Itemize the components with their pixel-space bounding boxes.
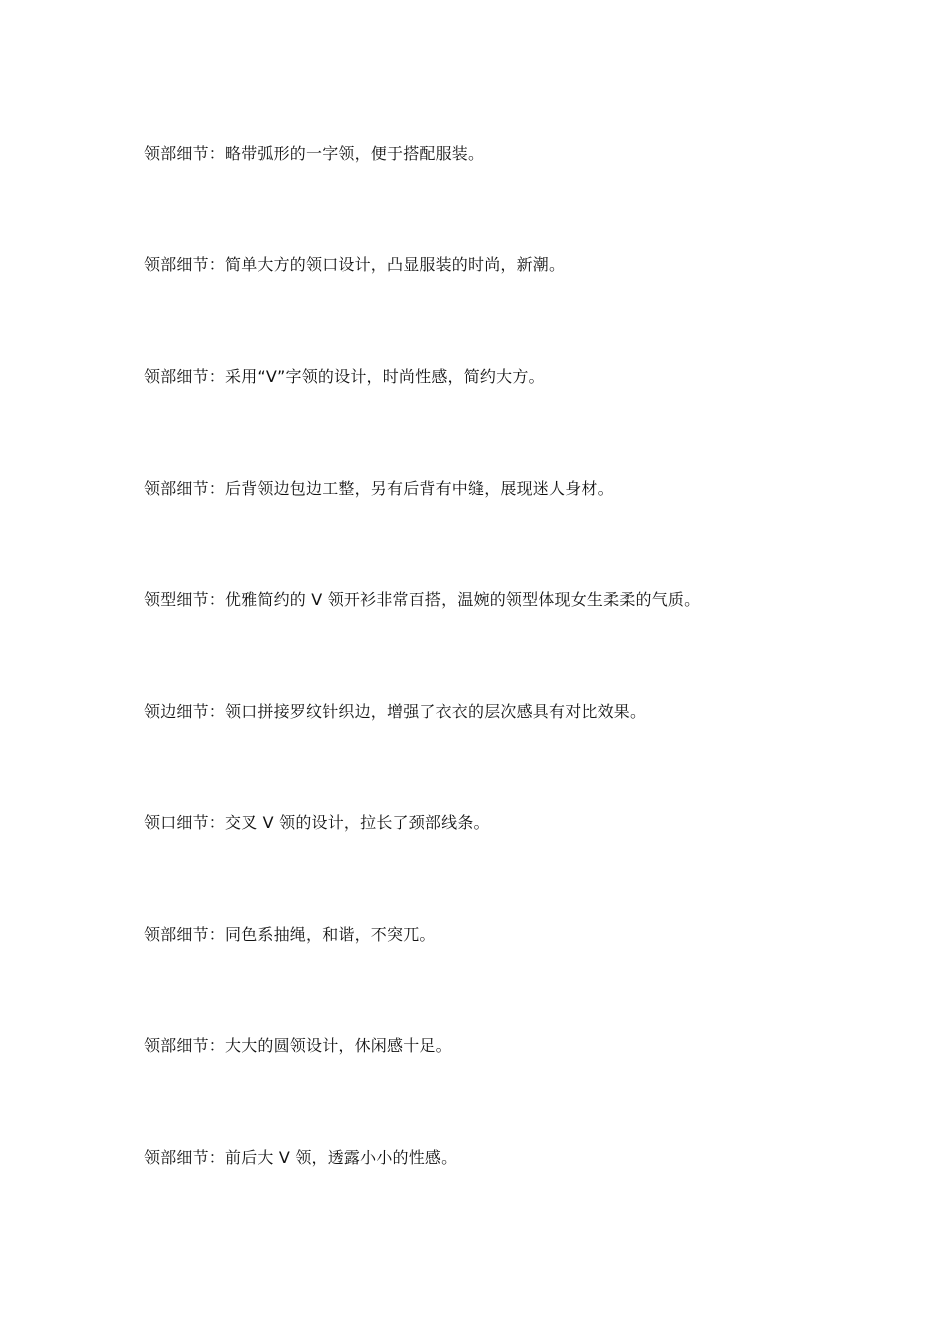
paragraph-1: 领部细节：略带弧形的一字领，便于搭配服装。 [144, 144, 485, 163]
paragraph-7: 领口细节：交叉 V 领的设计，拉长了颈部线条。 [144, 813, 490, 832]
paragraph-9: 领部细节：大大的圆领设计，休闲感十足。 [144, 1036, 452, 1055]
paragraph-10: 领部细节：前后大 V 领，透露小小的性感。 [144, 1148, 458, 1167]
paragraph-4: 领部细节：后背领边包边工整，另有后背有中缝，展现迷人身材。 [144, 479, 614, 498]
paragraph-8: 领部细节：同色系抽绳，和谐，不突兀。 [144, 925, 436, 944]
paragraph-2: 领部细节：简单大方的领口设计，凸显服装的时尚，新潮。 [144, 255, 566, 274]
paragraph-5: 领型细节：优雅简约的 V 领开衫非常百搭，温婉的领型体现女生柔柔的气质。 [144, 590, 701, 609]
paragraph-3: 领部细节：采用“V”字领的设计，时尚性感，简约大方。 [144, 367, 545, 386]
paragraph-6: 领边细节：领口拼接罗纹针织边，增强了衣衣的层次感具有对比效果。 [144, 702, 647, 721]
